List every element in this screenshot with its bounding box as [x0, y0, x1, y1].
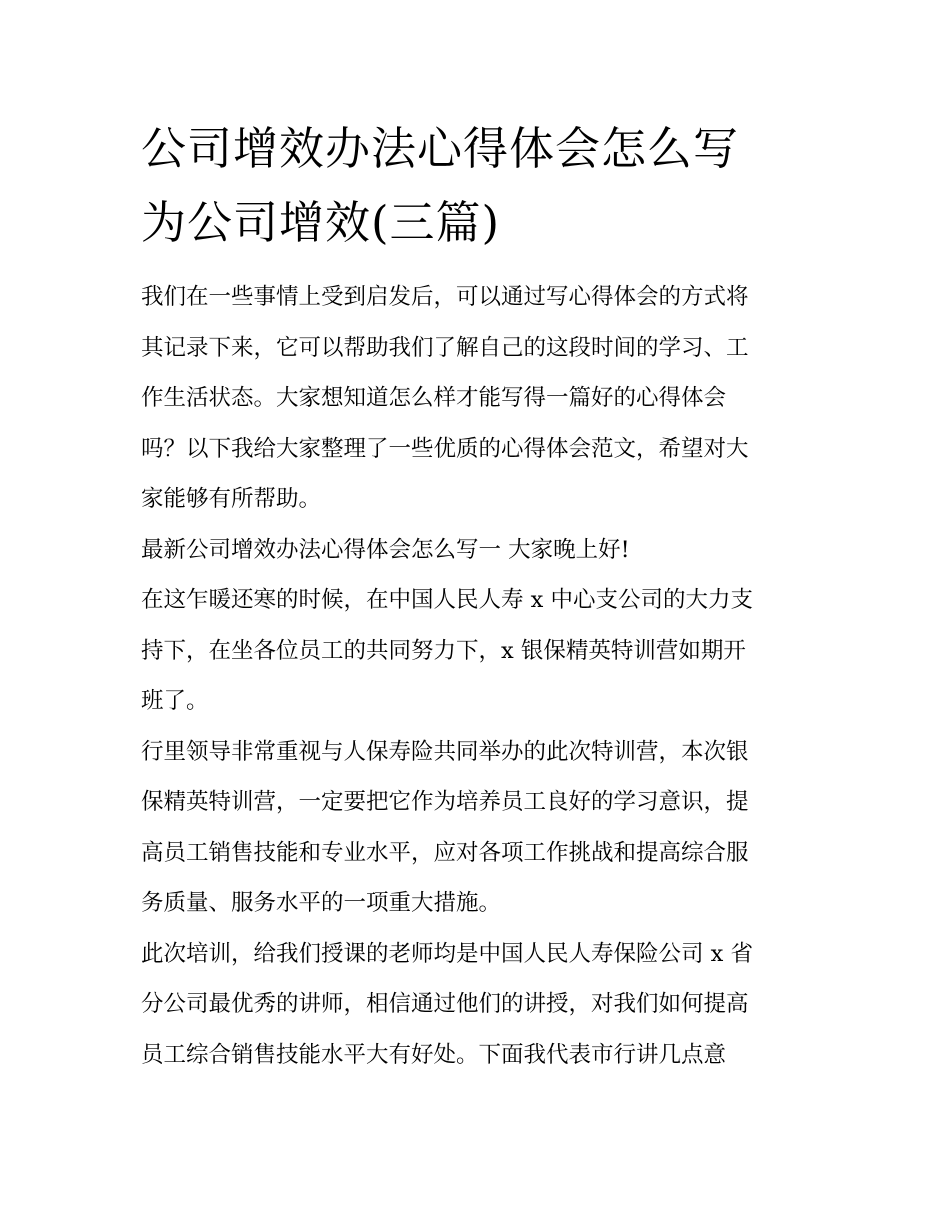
text-line: 高员工销售技能和专业水平，应对各项工作挑战和提高综合服 — [141, 839, 749, 866]
title-line-1: 公司增效办法心得体会怎么写 — [141, 122, 740, 175]
text-line: 保精英特训营，一定要把它作为培养员工良好的学习意识，提 — [141, 789, 749, 815]
text-line: 务质量、服务水平的一项重大措施。 — [141, 890, 502, 916]
text-line: 持下，在坐各位员工的共同努力下，x 银保精英特训营如期开 — [141, 637, 746, 664]
text-line: 吗？以下我给大家整理了一些优质的心得体会范文，希望对大 — [141, 435, 749, 462]
body-paragraph — [141, 929, 813, 1081]
text-line: 其记录下来，它可以帮助我们了解自己的这段时间的学习、工 — [141, 334, 749, 361]
body-paragraph — [141, 575, 813, 727]
text-line: 行里领导非常重视与人保寿险共同举办的此次特训营，本次银 — [141, 738, 749, 765]
text-line: 此次培训，给我们授课的老师均是中国人民人寿保险公司 x 省 — [141, 940, 753, 967]
text-line: 家能够有所帮助。 — [141, 486, 322, 512]
section-heading-paragraph — [141, 525, 813, 576]
title-line-2: 为公司增效(三篇) — [141, 196, 501, 249]
text-line: 最新公司增效办法心得体会怎么写一 大家晚上好! — [141, 536, 630, 563]
body-paragraph — [141, 727, 813, 929]
document-body — [141, 272, 813, 1080]
page-title — [141, 112, 813, 260]
intro-paragraph — [141, 272, 813, 525]
text-line: 在这乍暖还寒的时候，在中国人民人寿 x 中心支公司的大力支 — [141, 587, 753, 613]
document-page — [141, 112, 813, 1080]
text-line: 我们在一些事情上受到启发后，可以通过写心得体会的方式将 — [141, 284, 749, 310]
text-line: 员工综合销售技能水平大有好处。下面我代表市行讲几点意 — [141, 1041, 727, 1068]
text-line: 班了。 — [141, 688, 209, 714]
text-line: 作生活状态。大家想知道怎么样才能写得一篇好的心得体会 — [141, 385, 727, 411]
text-line: 分公司最优秀的讲师，相信通过他们的讲授，对我们如何提高 — [141, 991, 749, 1017]
